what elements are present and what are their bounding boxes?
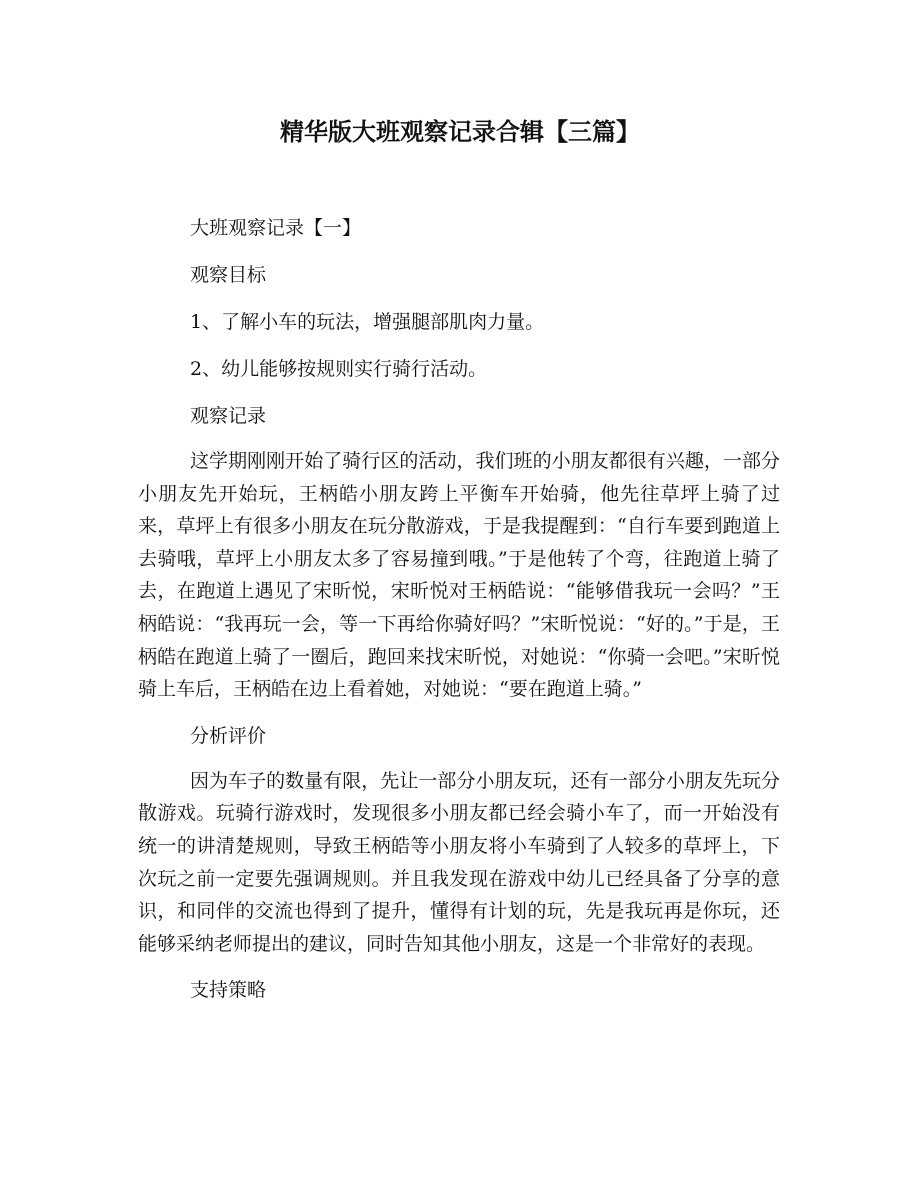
objective-item-1: 1、了解小车的玩法，增强腿部肌肉力量。 (190, 311, 545, 333)
section-heading-record-one: 大班观察记录【一】 (190, 217, 362, 239)
document-body (138, 210, 780, 1019)
record-paragraph: 这学期刚刚开始了骑行区的活动，我们班的小朋友都很有兴趣，一部分小朋友先开始玩，王柄皓小朋友跨上平衡车开始骑，他先往草坪上骑了过来，草坪上有很多小朋友在玩分散游戏，于是我提醒到：“自行车要到跑道上去骑哦，草坪上小朋友太多了容易撞到哦。”于是他转了个弯，往跑道上骑了去，在跑道上遇见了宋昕悦，宋昕悦对王柄皓说：“能够借我玩一会吗？”王柄皓说：“我再玩一会，等一下再给你骑好吗？”宋昕悦说：“好的。”于是，王柄皓在跑道上骑了一圈后，跑回来找宋昕悦，对她说：“你骑一会吧。”宋昕悦骑上车后，王柄皓在边上看着她，对她说：“要在跑道上骑。” (138, 450, 780, 701)
section-heading-objectives: 观察目标 (190, 264, 267, 286)
analysis-paragraph: 因为车子的数量有限，先让一部分小朋友玩，还有一部分小朋友先玩分散游戏。玩骑行游戏时，发现很多小朋友都已经会骑小车了，而一开始没有统一的讲清楚规则，导致王柄皓等小朋友将小车骑到了人较多的草坪上，下次玩之前一定要先强调规则。并且我发现在游戏中幼儿已经具备了分享的意识，和同伴的交流也得到了提升，懂得有计划的玩，先是我玩再是你玩，还能够采纳老师提出的建议，同时告知其他小朋友，这是一个非常好的表现。 (138, 769, 780, 955)
section-heading-strategy: 支持策略 (190, 979, 267, 1002)
section-heading-record: 观察记录 (190, 405, 267, 427)
section-heading-analysis: 分析评价 (190, 724, 267, 747)
document-title: 精华版大班观察记录合辑【三篇】 (280, 118, 640, 146)
objective-item-2: 2、幼儿能够按规则实行骑行活动。 (190, 358, 488, 380)
